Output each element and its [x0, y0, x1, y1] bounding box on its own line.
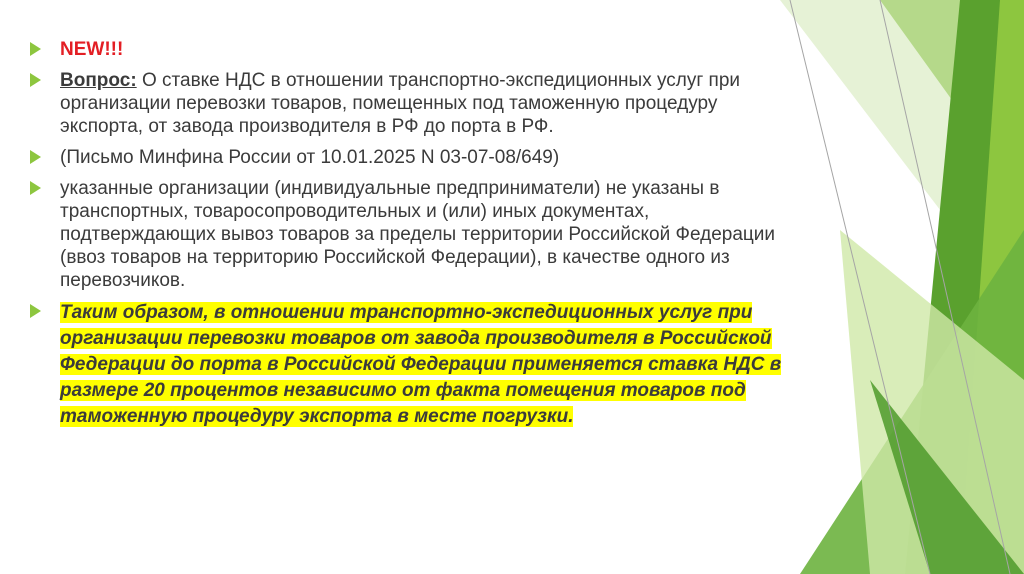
bullet-letter-reference [30, 146, 790, 169]
triangle-arrow-icon [30, 304, 41, 318]
organizations-text: указанные организации (индивидуальные предприниматели) не указаны в транспортных, товаросопроводительных и (или) иных документах, подтверждающих вывоз товаров за пределы территории Российской Федерации (ввоз товаров на территорию Российской Федерации), в качестве одного из перевозчиков. [60, 178, 776, 291]
letter-reference-text: (Письмо Минфина России от 10.01.2025 N 03-07-08/649) [60, 147, 560, 168]
bullet-organizations [30, 177, 790, 292]
bullet-question [30, 69, 790, 138]
conclusion-highlighted-text: Таким образом, в отношении транспортно-экспедиционных услуг при организации перевозки товаров от завода производителя в Российской Федерации до порта в Российской Федерации применяется ставка НДС в размере 20 процентов независимо от факта помещения товаров под таможенную процедуру экспорта в месте погрузки. [60, 302, 782, 427]
question-text: О ставке НДС в отношении транспортно-экспедиционных услуг при организации перевозки товаров, помещенных под таможенную процедуру экспорта, от завода производителя в РФ до порта в РФ. [60, 70, 741, 137]
triangle-arrow-icon [30, 42, 41, 56]
question-label: Вопрос: [60, 70, 137, 91]
bullet-conclusion [30, 300, 790, 430]
triangle-arrow-icon [30, 181, 41, 195]
slide-body [30, 38, 790, 438]
triangle-arrow-icon [30, 73, 41, 87]
triangle-arrow-icon [30, 150, 41, 164]
new-label: NEW!!! [60, 39, 124, 60]
bullet-new [30, 38, 790, 61]
